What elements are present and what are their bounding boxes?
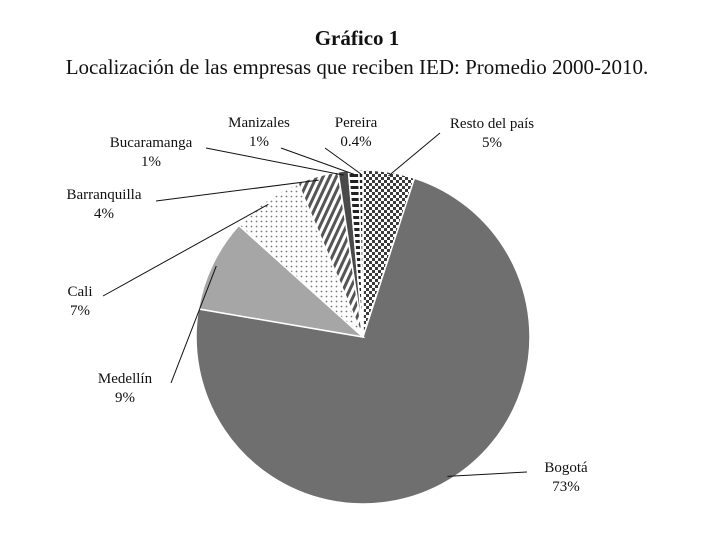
label-name-medellin: Medellín — [97, 371, 153, 387]
leader-resto-del-pais — [388, 133, 440, 176]
label-name-pereira: Pereira — [334, 115, 378, 131]
chart-title: Gráfico 1 — [314, 26, 400, 50]
label-name-cali: Cali — [67, 284, 93, 300]
label-value-manizales: 1% — [249, 134, 269, 150]
label-name-bucaramanga: Bucaramanga — [109, 135, 193, 151]
label-value-medellin: 9% — [115, 390, 135, 406]
label-name-barranquilla: Barranquilla — [66, 187, 142, 203]
label-value-barranquilla: 4% — [94, 206, 114, 222]
label-value-bucaramanga: 1% — [141, 154, 161, 170]
pie-slices — [196, 170, 530, 504]
label-value-cali: 7% — [70, 303, 90, 319]
label-name-resto-del-pais: Resto del país — [449, 116, 535, 132]
chart-subtitle: Localización de las empresas que reciben IED: Promedio 2000-2010. — [65, 55, 649, 79]
leader-bucaramanga — [206, 148, 344, 175]
label-name-manizales: Manizales — [228, 115, 290, 131]
label-name-bogota: Bogotá — [544, 460, 588, 476]
label-value-pereira: 0.4% — [340, 134, 372, 150]
label-value-resto-del-pais: 5% — [482, 135, 502, 151]
label-value-bogota: 73% — [552, 479, 580, 495]
